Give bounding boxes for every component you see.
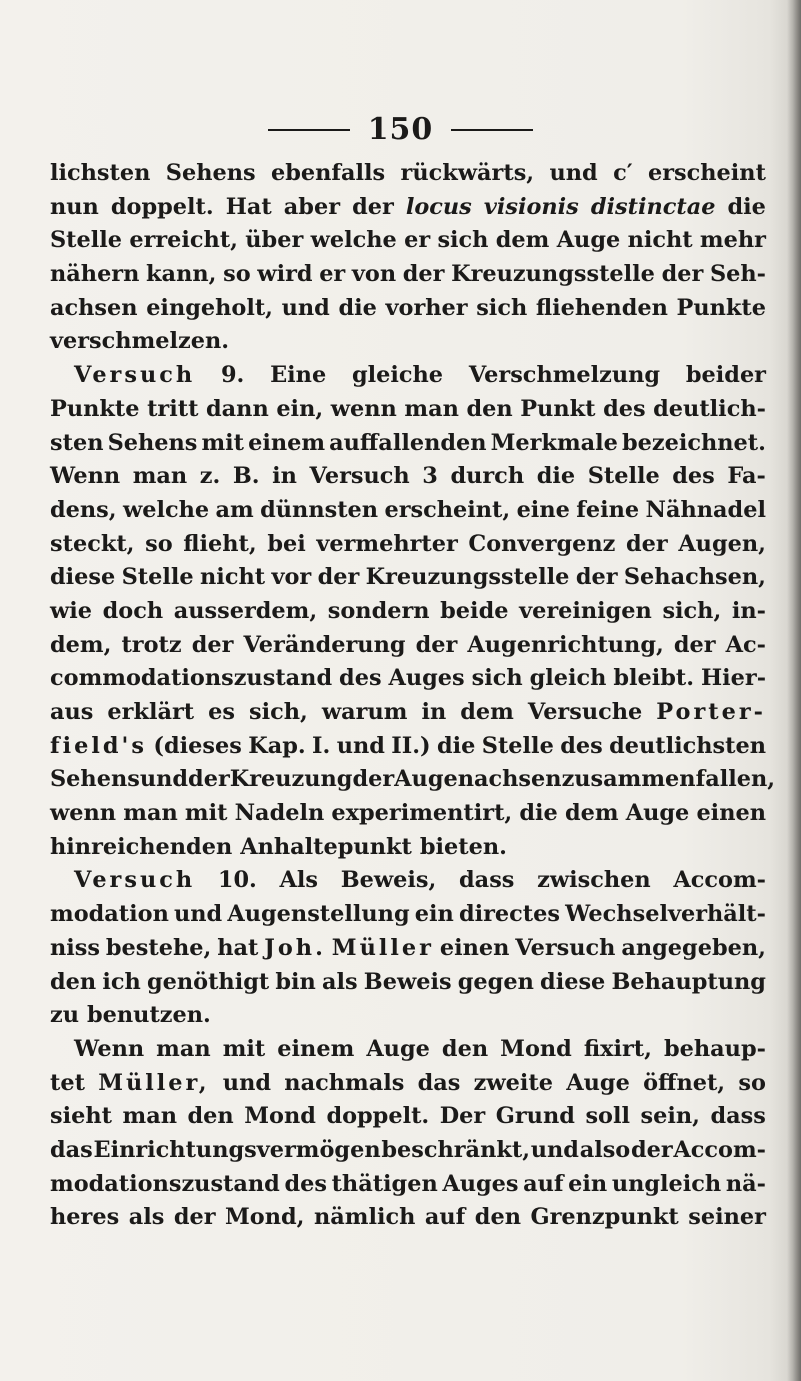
word: lichsten [50,160,151,186]
word: directes [458,901,560,928]
word: zu [50,1002,79,1029]
word: ich [102,968,141,995]
text-line [50,191,766,225]
word: und [222,1069,272,1096]
word: trotz [121,631,182,658]
word: Einrichtungsvermögen [93,1136,381,1163]
word: nämlich [313,1204,416,1231]
word: nä- [725,1170,766,1197]
word: Anhaltepunkt [240,833,412,860]
word: Fa- [727,463,766,490]
word: mit [222,1035,266,1062]
word: den [474,1204,521,1231]
word: deutlichsten [609,732,766,759]
word: Müller [331,934,434,961]
word: Sehachsen, [623,564,766,591]
text-line [50,999,766,1033]
word: Joh. [264,934,326,961]
word: distinctae [590,193,716,220]
word: Kreuzungsstelle [365,564,570,591]
word: nun [50,193,99,220]
word: angegeben, [621,934,766,961]
word: bleibt. [613,665,695,692]
header-rule-right [451,129,533,131]
word: der [191,631,234,658]
text-body [50,157,776,1235]
word: dem [495,227,550,254]
word: gegen [457,968,534,995]
word: und [549,160,598,186]
word: und [530,1136,579,1163]
word: dem, [50,631,112,658]
word: der [661,261,704,288]
word: erklärt [107,699,195,725]
word: vor [271,564,312,591]
text-line [50,898,766,932]
word: fixirt, [583,1035,652,1062]
text-line [50,325,766,359]
word: locus [405,193,472,220]
word: nicht [627,227,693,254]
word: deutlich- [653,395,766,422]
word: eine [516,496,570,523]
text-line [50,1201,766,1235]
word: der [626,530,668,557]
word: Augenrichtung, [467,631,664,658]
word: öffnet, [643,1069,726,1096]
word: experimentirt, [331,800,513,827]
word: in [421,699,447,725]
page-edge-shadow [787,0,801,1381]
word: 9. [220,362,245,389]
word: bieten. [419,833,507,860]
word: Convergenz [468,530,616,557]
word: Veränderung [243,631,406,658]
word: durch [450,463,525,490]
word: Grund [495,1103,575,1130]
word: nähern [50,261,140,288]
word: Punkte [50,395,140,422]
word: Stelle [481,732,554,759]
word: die [727,193,766,220]
word: Der [439,1103,486,1130]
word: Versuch [74,867,196,894]
word: ebenfalls [270,160,386,186]
word: Versuch [309,463,410,490]
word: flieht, [183,530,257,557]
word: ein [414,901,454,928]
text-line [50,1033,766,1067]
word: Punkt [520,395,596,422]
word: über [245,227,304,254]
word: (dieses [153,732,242,759]
word: Merkmale [490,429,618,456]
word: dann [206,395,269,422]
word: Nähnadel [645,496,766,523]
word: bezeichnet. [621,429,766,456]
word: doch [102,597,164,624]
word: Augenachsen [394,766,562,793]
word: bin [275,968,316,995]
word: der [173,1204,216,1231]
word: erreicht, [129,227,238,254]
word: Ac- [725,631,766,658]
text-line [50,460,766,494]
word: erscheint [647,160,766,186]
word: Wenn [74,1035,145,1062]
word: vermehrter [316,530,458,557]
word: sieht [50,1103,112,1130]
word: der [673,631,716,658]
word: dem [460,699,514,725]
word: die [338,294,377,321]
text-line [50,528,766,562]
word: man [404,395,459,422]
word: Accom- [673,1136,766,1163]
text-line [50,224,766,258]
word: rückwärts, [400,160,535,186]
word: als [128,1204,165,1231]
word: vorher [385,294,468,321]
text-line [50,595,766,629]
word: Accom- [673,867,766,894]
text-line [50,561,766,595]
text-line [50,1100,766,1134]
word: und [281,294,330,321]
word: sondern [327,597,430,624]
word: Auge [566,1069,630,1096]
word: diese [50,564,116,591]
word: beschränkt, [381,1136,530,1163]
word: in- [731,597,766,624]
word: sein, [640,1103,700,1130]
word: I. [312,732,331,759]
word: Kreuzungsstelle [451,261,655,288]
word: Seh- [709,261,766,288]
word: der [188,766,230,793]
word: erscheint, [384,496,511,523]
word: bei [267,530,306,557]
word: verschmelzen. [50,328,230,355]
word: seiner [688,1204,766,1231]
word: des [560,732,603,759]
text-line [50,662,766,696]
word: Mond, [225,1204,305,1231]
word: man [132,463,188,490]
word: zusammenfallen, [561,766,776,793]
word: Auges [442,1170,519,1197]
word: man [156,1035,211,1062]
word: den [466,395,513,422]
word: warum [321,699,408,725]
word: welche [122,496,210,523]
text-line [50,696,766,730]
text-line [50,292,766,326]
word: Auge [625,800,690,827]
word: feine [576,496,640,523]
word: sich [471,665,523,692]
word: das [417,1069,461,1096]
word: aber [283,193,341,220]
word: niss [50,934,100,961]
word: nachmals [284,1069,405,1096]
word: mit [201,429,245,456]
word: die [536,463,576,490]
word: sten [50,429,104,456]
word: wie [50,597,93,624]
word: Stelle [121,564,194,591]
word: nicht [200,564,266,591]
text-line [50,966,766,1000]
word: ungleich [611,1170,722,1197]
text-line [50,1067,766,1101]
word: beider [685,362,766,389]
word: Auges [388,665,465,692]
word: der [630,1136,673,1163]
word: mehr [699,227,766,254]
text-line [50,797,766,831]
word: gleich [529,665,607,692]
word: dass [710,1103,766,1130]
text-line [50,763,776,797]
word: fliehenden [535,294,668,321]
word: so [223,261,251,288]
word: und [174,901,223,928]
word: genöthigt [146,968,270,995]
word: bestehe, [105,934,212,961]
word: einen [696,800,766,827]
word: B. [232,463,260,490]
word: ausserdem, [173,597,318,624]
word: wenn [330,395,397,422]
word: es [208,699,236,725]
word: Müller, [98,1069,210,1096]
word: Stelle [50,227,123,254]
word: Behauptung [611,968,766,995]
word: das [50,1136,93,1163]
word: und [336,732,385,759]
word: also [579,1136,631,1163]
word: den [187,1103,234,1130]
page-number: 150 [367,112,434,147]
word: Auge [556,227,621,254]
word: dem [564,800,619,827]
word: und [139,766,189,793]
word: der [402,261,445,288]
text-line [50,864,766,898]
word: Stelle [587,463,660,490]
word: II.) [391,732,431,759]
word: commodationszustand [50,665,333,692]
word: er [319,261,346,288]
word: Kreuzung [229,766,353,793]
word: Mond [500,1035,572,1062]
word: Porter- [656,699,766,725]
word: Grenzpunkt [530,1204,679,1231]
word: der [415,631,458,658]
word: Punkte [676,294,766,321]
word: dünnsten [260,496,379,523]
word: soll [585,1103,630,1130]
word: den [441,1035,489,1062]
word: Versuche [527,699,643,725]
word: er [404,227,431,254]
word: der [317,564,360,591]
word: Beweis, [340,867,437,894]
word: tet [50,1069,85,1096]
word: zweite [473,1069,553,1096]
word: field's [50,732,148,759]
word: dass [459,867,515,894]
word: so [738,1069,766,1096]
word: sich, [249,699,308,725]
word: Augenstellung [227,901,410,928]
word: auffallenden [329,429,487,456]
word: gleiche [351,362,444,389]
word: Eine [270,362,327,389]
word: 3 [422,463,438,490]
text-line [50,359,766,393]
word: auf [523,1170,564,1197]
word: Versuch [74,362,196,389]
word: ein, [276,395,324,422]
text-line [50,831,766,865]
word: modationszustand [50,1170,280,1197]
word: wird [257,261,313,288]
word: Als [279,867,319,894]
word: hat [217,934,259,961]
word: Hat [225,193,272,220]
word: hinreichenden [50,833,233,860]
word: aus [50,699,94,725]
word: am [215,496,254,523]
word: des [672,463,715,490]
word: die [437,732,476,759]
word: als [322,968,358,995]
word: sich, [662,597,722,624]
word: so [145,530,173,557]
word: Wechselverhält- [565,901,766,928]
word: der [352,766,395,793]
word: achsen [50,294,138,321]
header-rule-left [268,129,350,131]
word: benutzen. [87,1002,211,1029]
word: Kap. [248,732,306,759]
word: z. [199,463,221,490]
word: des [339,665,382,692]
word: die [519,800,558,827]
text-line [50,157,766,191]
word: Mond [244,1103,316,1130]
word: welche [310,227,397,254]
word: zwischen [537,867,651,894]
word: Sehens [50,766,140,793]
word: doppelt. [326,1103,430,1130]
word: 10. [217,867,257,894]
word: man [123,800,178,827]
word: eingeholt, [146,294,273,321]
word: Sehens [107,429,198,456]
word: in [272,463,297,490]
word: der [352,193,394,220]
text-line [50,629,766,663]
word: den [50,968,97,995]
text-line [50,427,766,461]
word: steckt, [50,530,135,557]
word: sich [437,227,489,254]
word: doppelt. [110,193,214,220]
word: c′ [613,160,633,186]
text-line [50,932,766,966]
word: einem [277,1035,355,1062]
text-line [50,1134,766,1168]
word: von [351,261,397,288]
word: sich [476,294,528,321]
word: einen [439,934,510,961]
text-line [50,494,766,528]
word: des [603,395,646,422]
word: visionis [483,193,579,220]
word: heres [50,1204,120,1231]
word: dens, [50,496,117,523]
text-line [50,1168,766,1202]
text-line [50,258,766,292]
word: des [284,1170,327,1197]
word: behaup- [663,1035,766,1062]
word: einem [248,429,326,456]
word: Augen, [678,530,766,557]
word: wenn [50,800,117,827]
word: Wenn [50,463,121,490]
word: thätigen [331,1170,438,1197]
word: Hier- [701,665,766,692]
word: modation [50,901,169,928]
page-header [0,112,801,152]
word: kann, [146,261,217,288]
word: beide [440,597,509,624]
word: tritt [147,395,199,422]
text-line [50,393,766,427]
word: der [575,564,618,591]
word: vereinigen [519,597,652,624]
word: Versuch [515,934,616,961]
word: man [122,1103,177,1130]
word: Verschmelzung [468,362,661,389]
word: auf [424,1204,466,1231]
word: ein [568,1170,608,1197]
word: Beweis [363,968,452,995]
word: Sehens [165,160,256,186]
word: diese [540,968,606,995]
word: Auge [366,1035,430,1062]
text-line [50,730,766,764]
word: mit [184,800,228,827]
word: Nadeln [234,800,325,827]
